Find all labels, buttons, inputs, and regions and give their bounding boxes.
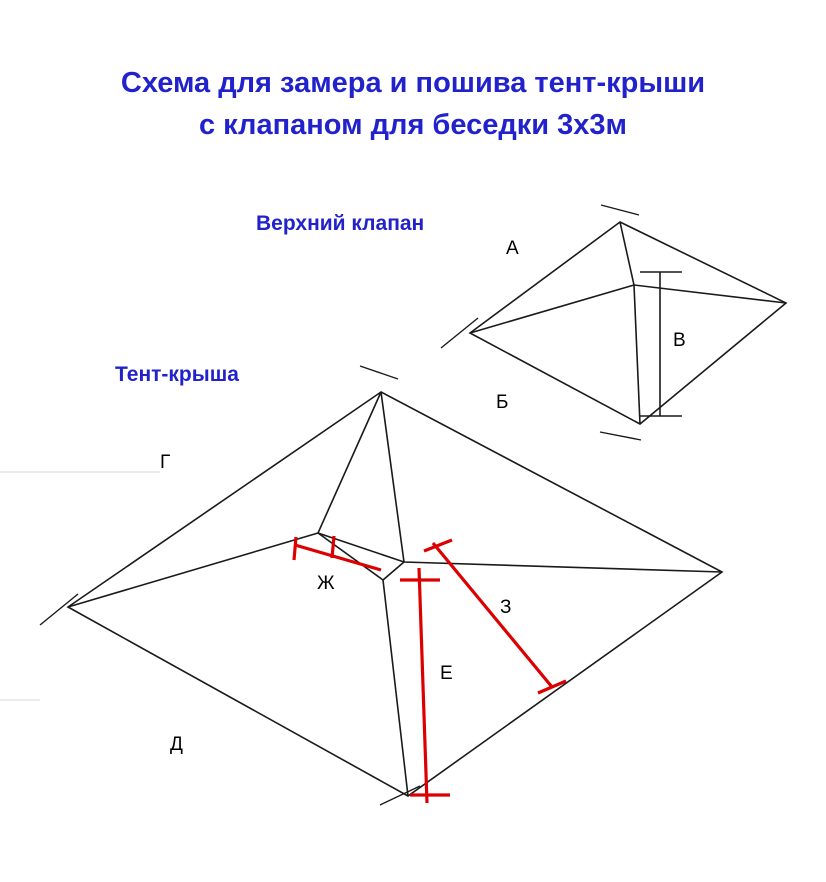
- page-title-line1: Схема для замера и пошива тент-крыши: [120, 67, 706, 99]
- dimension-label-zh: Ж: [317, 573, 335, 594]
- dimension-label-a: А: [506, 238, 519, 259]
- dimension-label-z: З: [500, 597, 512, 618]
- tent-roof-shape: [40, 366, 722, 805]
- dimension-label-b: Б: [496, 392, 509, 413]
- upper-valve-shape: [441, 205, 786, 440]
- dimension-label-g: Г: [160, 452, 171, 473]
- measure-zh-line: [295, 545, 381, 570]
- label-tent-roof: Тент-крыша: [115, 363, 239, 386]
- tent-roof-ridge-left: [68, 533, 318, 607]
- measure-zh-cap-left: [294, 537, 296, 560]
- tent-roof-ridge-top: [381, 392, 404, 562]
- upper-valve-tick-bottom: [600, 432, 641, 440]
- measure-e-line: [419, 568, 427, 803]
- dimension-label-v: В: [673, 330, 686, 351]
- measure-zh-cap-right: [332, 536, 334, 558]
- upper-valve-ridge-down: [634, 285, 640, 424]
- dimension-label-d: Д: [170, 734, 183, 755]
- tent-roof-tick-top: [360, 366, 398, 379]
- tent-roof-ridge-down: [383, 562, 408, 796]
- label-upper-valve: Верхний клапан: [256, 212, 425, 235]
- tent-roof-ridge-upper-right: [318, 392, 722, 572]
- dimension-label-e: Е: [440, 663, 453, 684]
- page-title-line2: с клапаном для беседки 3х3м: [199, 109, 627, 141]
- upper-valve-tick-top: [601, 205, 639, 215]
- upper-valve-ridge-left: [470, 285, 634, 333]
